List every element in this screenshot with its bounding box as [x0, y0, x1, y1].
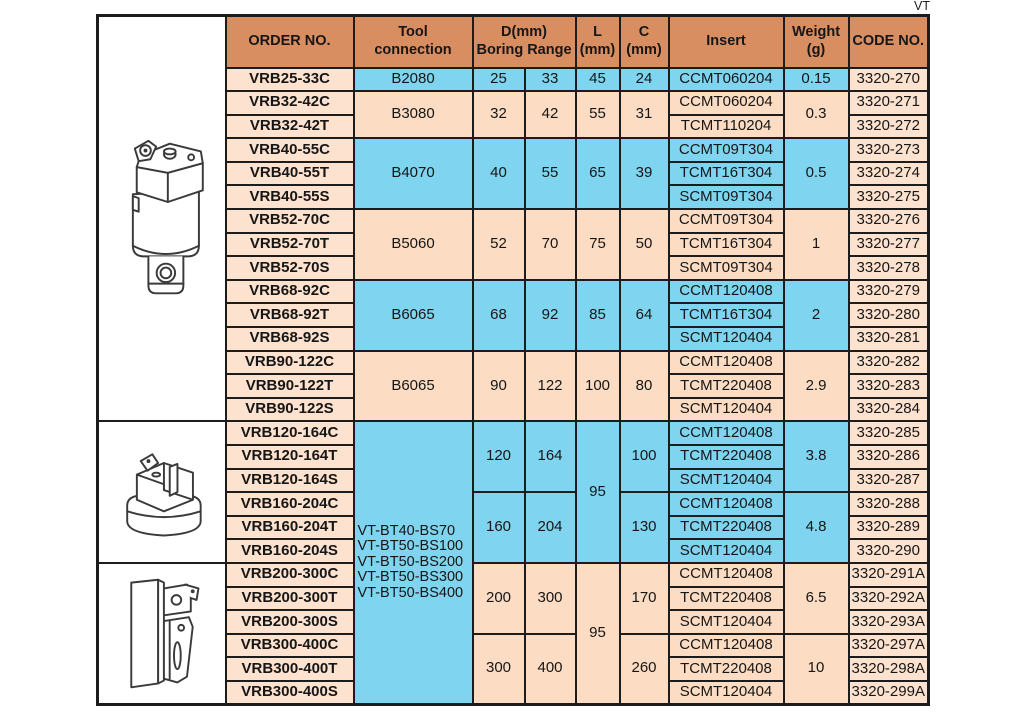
insert-cell: CCMT120408	[669, 280, 784, 304]
order-no-cell: VRB25-33C	[226, 68, 354, 92]
code-no-cell: 3320-276	[849, 209, 929, 233]
d-min-cell: 40	[473, 138, 525, 209]
tool-connection-cell: B6065	[354, 280, 473, 351]
code-no-cell: 3320-274	[849, 162, 929, 186]
l-cell: 75	[576, 209, 620, 280]
d-max-cell: 42	[525, 91, 576, 138]
insert-cell: SCMT120404	[669, 327, 784, 351]
table-row	[98, 421, 929, 445]
d-min-cell: 32	[473, 91, 525, 138]
weight-cell: 4.8	[784, 492, 849, 563]
order-no-cell: VRB90-122S	[226, 398, 354, 422]
d-min-cell: 90	[473, 351, 525, 422]
order-no-cell: VRB300-400S	[226, 681, 354, 705]
code-no-cell: 3320-272	[849, 115, 929, 139]
code-no-cell: 3320-293A	[849, 610, 929, 634]
boring-head-large-icon	[112, 434, 212, 550]
code-no-cell: 3320-290	[849, 539, 929, 563]
order-no-cell: VRB52-70S	[226, 256, 354, 280]
order-no-cell: VRB160-204C	[226, 492, 354, 516]
tool-image-cell	[98, 563, 226, 705]
insert-cell: TCMT220408	[669, 445, 784, 469]
insert-cell: CCMT120408	[669, 634, 784, 658]
d-max-cell: 204	[525, 492, 576, 563]
code-no-cell: 3320-288	[849, 492, 929, 516]
d-max-cell: 122	[525, 351, 576, 422]
c-cell: 50	[620, 209, 669, 280]
code-no-cell: 3320-284	[849, 398, 929, 422]
c-cell: 39	[620, 138, 669, 209]
code-no-cell: 3320-280	[849, 303, 929, 327]
insert-cell: TCMT110204	[669, 115, 784, 139]
order-no-cell: VRB200-300T	[226, 587, 354, 611]
col-header-weight: Weight (g)	[784, 16, 849, 68]
code-no-cell: 3320-289	[849, 516, 929, 540]
boring-tool-spec-table	[96, 14, 930, 706]
code-no-cell: 3320-285	[849, 421, 929, 445]
d-min-cell: 200	[473, 563, 525, 634]
col-header-code: CODE NO.	[849, 16, 929, 68]
insert-cell: CCMT120408	[669, 492, 784, 516]
tool-image-cell	[98, 421, 226, 563]
col-header-order: ORDER NO.	[226, 16, 354, 68]
code-no-cell: 3320-279	[849, 280, 929, 304]
l-cell: 45	[576, 68, 620, 92]
l-cell: 95	[576, 421, 620, 563]
insert-cell: CCMT09T304	[669, 209, 784, 233]
order-no-cell: VRB120-164C	[226, 421, 354, 445]
l-cell: 85	[576, 280, 620, 351]
c-cell: 130	[620, 492, 669, 563]
d-max-cell: 55	[525, 138, 576, 209]
c-cell: 80	[620, 351, 669, 422]
code-no-cell: 3320-271	[849, 91, 929, 115]
d-min-cell: 160	[473, 492, 525, 563]
insert-cell: TCMT16T304	[669, 162, 784, 186]
l-cell: 100	[576, 351, 620, 422]
insert-cell: SCMT120404	[669, 610, 784, 634]
insert-cell: TCMT220408	[669, 516, 784, 540]
insert-cell: CCMT120408	[669, 421, 784, 445]
order-no-cell: VRB68-92T	[226, 303, 354, 327]
d-max-cell: 164	[525, 421, 576, 492]
code-no-cell: 3320-286	[849, 445, 929, 469]
c-cell: 64	[620, 280, 669, 351]
code-no-cell: 3320-275	[849, 185, 929, 209]
insert-cell: SCMT09T304	[669, 256, 784, 280]
boring-head-side-icon	[114, 569, 210, 699]
weight-cell: 2.9	[784, 351, 849, 422]
code-no-cell: 3320-299A	[849, 681, 929, 705]
insert-cell: TCMT220408	[669, 587, 784, 611]
order-no-cell: VRB52-70C	[226, 209, 354, 233]
code-no-cell: 3320-287	[849, 469, 929, 493]
tool-connection-cell: B2080	[354, 68, 473, 92]
code-no-cell: 3320-273	[849, 138, 929, 162]
tool-connection-cell: B4070	[354, 138, 473, 209]
col-header-l: L (mm)	[576, 16, 620, 68]
weight-cell: 10	[784, 634, 849, 705]
weight-cell: 2	[784, 280, 849, 351]
order-no-cell: VRB68-92C	[226, 280, 354, 304]
order-no-cell: VRB90-122C	[226, 351, 354, 375]
col-header-insert: Insert	[669, 16, 784, 68]
d-min-cell: 120	[473, 421, 525, 492]
d-max-cell: 33	[525, 68, 576, 92]
tool-connection-cell: B5060	[354, 209, 473, 280]
order-no-cell: VRB40-55C	[226, 138, 354, 162]
col-header-d: D(mm) Boring Range	[473, 16, 576, 68]
insert-cell: CCMT120408	[669, 563, 784, 587]
order-no-cell: VRB200-300S	[226, 610, 354, 634]
insert-cell: CCMT060204	[669, 91, 784, 115]
insert-cell: SCMT120404	[669, 469, 784, 493]
weight-cell: 0.3	[784, 91, 849, 138]
weight-cell: 1	[784, 209, 849, 280]
insert-cell: SCMT120404	[669, 681, 784, 705]
code-no-cell: 3320-281	[849, 327, 929, 351]
d-min-cell: 300	[473, 634, 525, 705]
col-header-conn: Tool connection	[354, 16, 473, 68]
weight-cell: 6.5	[784, 563, 849, 634]
table-header-row	[98, 16, 929, 68]
tool-connection-cell: B3080	[354, 91, 473, 138]
order-no-cell: VRB90-122T	[226, 374, 354, 398]
insert-cell: CCMT120408	[669, 351, 784, 375]
table-row	[98, 563, 929, 587]
order-no-cell: VRB300-400T	[226, 657, 354, 681]
tool-connection-cell: B6065	[354, 351, 473, 422]
c-cell: 260	[620, 634, 669, 705]
d-max-cell: 70	[525, 209, 576, 280]
order-no-cell: VRB120-164T	[226, 445, 354, 469]
insert-cell: SCMT09T304	[669, 185, 784, 209]
c-cell: 31	[620, 91, 669, 138]
c-cell: 170	[620, 563, 669, 634]
code-no-cell: 3320-292A	[849, 587, 929, 611]
l-cell: 55	[576, 91, 620, 138]
order-no-cell: VRB32-42T	[226, 115, 354, 139]
insert-cell: TCMT220408	[669, 657, 784, 681]
insert-cell: CCMT09T304	[669, 138, 784, 162]
d-max-cell: 300	[525, 563, 576, 634]
code-no-cell: 3320-278	[849, 256, 929, 280]
code-no-cell: 3320-277	[849, 233, 929, 257]
order-no-cell: VRB40-55S	[226, 185, 354, 209]
code-no-cell: 3320-282	[849, 351, 929, 375]
order-no-cell: VRB160-204T	[226, 516, 354, 540]
d-max-cell: 92	[525, 280, 576, 351]
d-min-cell: 25	[473, 68, 525, 92]
insert-cell: SCMT120404	[669, 398, 784, 422]
insert-cell: SCMT120404	[669, 539, 784, 563]
order-no-cell: VRB32-42C	[226, 91, 354, 115]
code-no-cell: 3320-270	[849, 68, 929, 92]
col-header-c: C (mm)	[620, 16, 669, 68]
weight-cell: 0.15	[784, 68, 849, 92]
d-max-cell: 400	[525, 634, 576, 705]
order-no-cell: VRB40-55T	[226, 162, 354, 186]
insert-cell: TCMT16T304	[669, 303, 784, 327]
tool-image-cell	[98, 16, 226, 422]
l-cell: 65	[576, 138, 620, 209]
code-no-cell: 3320-283	[849, 374, 929, 398]
boring-head-small-icon	[112, 134, 212, 304]
code-no-cell: 3320-291A	[849, 563, 929, 587]
l-cell: 95	[576, 563, 620, 705]
order-no-cell: VRB68-92S	[226, 327, 354, 351]
tool-connection-cell: VT-BT40-BS70 VT-BT50-BS100 VT-BT50-BS200 VT-BT50-BS300 VT-BT50-BS400	[354, 421, 473, 704]
order-no-cell: VRB52-70T	[226, 233, 354, 257]
c-cell: 24	[620, 68, 669, 92]
d-min-cell: 52	[473, 209, 525, 280]
order-no-cell: VRB160-204S	[226, 539, 354, 563]
insert-cell: TCMT220408	[669, 374, 784, 398]
insert-cell: CCMT060204	[669, 68, 784, 92]
code-no-cell: 3320-297A	[849, 634, 929, 658]
order-no-cell: VRB120-164S	[226, 469, 354, 493]
catalog-sheet	[96, 0, 932, 706]
order-no-cell: VRB300-400C	[226, 634, 354, 658]
c-cell: 100	[620, 421, 669, 492]
weight-cell: 3.8	[784, 421, 849, 492]
code-no-cell: 3320-298A	[849, 657, 929, 681]
order-no-cell: VRB200-300C	[226, 563, 354, 587]
weight-cell: 0.5	[784, 138, 849, 209]
insert-cell: TCMT16T304	[669, 233, 784, 257]
page-corner-label: VT	[914, 0, 930, 13]
d-min-cell: 68	[473, 280, 525, 351]
